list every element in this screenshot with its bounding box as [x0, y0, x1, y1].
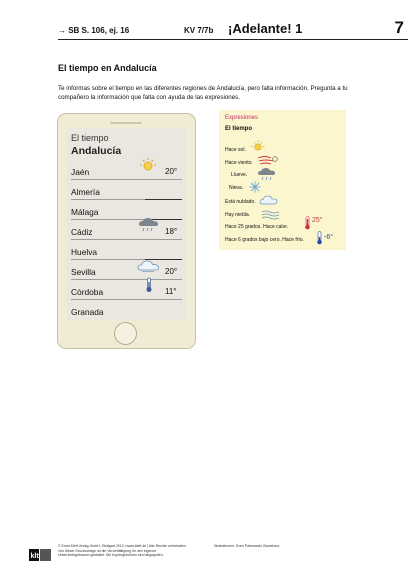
expression-cloudy: Está nublado.: [225, 199, 256, 205]
temperature: 20°: [165, 267, 178, 276]
expressions-title: Expresiones: [225, 115, 259, 121]
expression-sun: Hace sol.: [225, 147, 246, 153]
instructions: Te informas sobre el tiempo en las diferentes regiones de Andalucía, pero falta información. Pregunta a tu compañero la información que falta con ayuda de las expresiones.: [58, 85, 348, 101]
city-row-malaga: [71, 199, 182, 220]
city-name: Cádiz: [71, 227, 93, 237]
sun-icon: [139, 157, 157, 178]
city-row-sevilla: [71, 259, 182, 280]
city-row-almeria: [71, 179, 182, 200]
city-row-jaen: [71, 159, 182, 180]
city-name: Sevilla: [71, 267, 96, 277]
section-title: El tiempo en Andalucía: [58, 63, 157, 73]
phone-home-button: [114, 322, 137, 345]
city-row-huelva: [71, 239, 182, 260]
city-name: Málaga: [71, 207, 99, 217]
temperature: 11°: [165, 287, 177, 296]
expression-cold: Hace 6 grados bajo cero. Hace frío.: [225, 237, 304, 243]
city-name: Almería: [71, 187, 100, 197]
illustration-credit: Illustrationen: Sven Palmowski, Barcelona: [214, 544, 280, 548]
city-row-granada: [71, 299, 182, 319]
smartphone-illustration: [57, 113, 196, 349]
copyright-notice: © Ernst Klett Verlag GmbH, Stuttgart 2013 | www.klett.de | Alle Rechte vorbehalten. Von dieser Druckvorlage ist die Vervielfältigung für den eigenen Unterrichtsgebrauch gestattet. Die Kopiergebühren sind abgegolten.: [58, 544, 187, 558]
temperature: 20°: [165, 167, 178, 176]
thermometer-cold-icon: [316, 231, 323, 250]
book-title: ¡Adelante! 1: [228, 21, 303, 36]
weather-app-region: Andalucía: [71, 145, 122, 157]
publisher-logo: [29, 548, 51, 560]
hot-temperature: 25°: [312, 217, 323, 224]
thermometer-icon: [145, 277, 153, 298]
expression-snow: Nieva.: [229, 185, 244, 191]
city-name: Huelva: [71, 247, 98, 257]
worksheet-code: KV 7/7b: [184, 26, 214, 35]
city-name: Granada: [71, 307, 104, 317]
expression-wind: Hace viento.: [225, 160, 253, 166]
rain-cloud-icon: [137, 217, 161, 238]
phone-speaker: [110, 122, 142, 124]
expressions-box: [219, 110, 346, 250]
city-name: Jaén: [71, 167, 90, 177]
expression-rain: Llueve.: [231, 172, 248, 178]
expression-fog: Hay niebla.: [225, 212, 251, 218]
header-divider: [58, 39, 408, 40]
page-header: [58, 18, 408, 40]
city-row-cadiz: [71, 219, 182, 240]
expression-hot: Hace 25 grados. Hace calor.: [225, 224, 289, 230]
cloud-icon: [137, 259, 161, 278]
svg-text:klt: klt: [30, 553, 39, 560]
phone-screen: [67, 128, 186, 320]
city-row-cordoba: [71, 279, 182, 300]
fog-icon: [261, 207, 281, 225]
cold-temperature: -6°: [324, 234, 334, 241]
temperature: 18°: [165, 227, 178, 236]
thermometer-hot-icon: [304, 216, 311, 235]
city-name: Córdoba: [71, 287, 104, 297]
weather-app-heading: El tiempo: [71, 133, 109, 143]
page-number: 7: [394, 18, 404, 37]
textbook-reference: → SB S. 106, ej. 16: [58, 26, 130, 35]
expressions-subtitle: El tiempo: [225, 126, 253, 132]
